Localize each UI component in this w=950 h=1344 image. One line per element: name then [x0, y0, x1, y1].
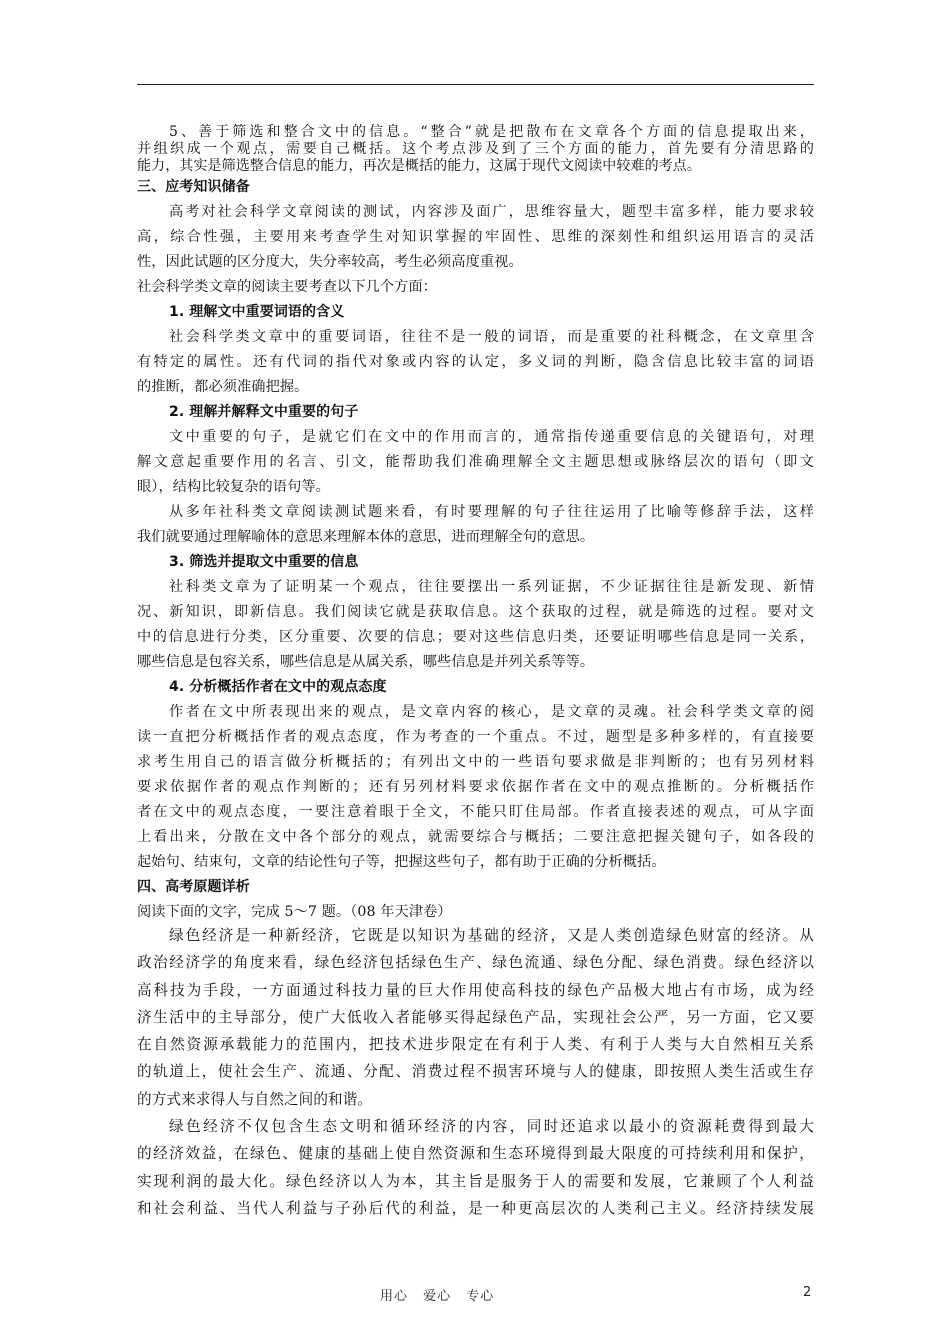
text-line: 从多年社科类文章阅读测试题来看，有时要理解的句子往往运用了比喻等修辞手法，这样 — [169, 504, 814, 520]
text-line: 能力，其实是筛选整合信息的能力，再次是概括的能力，这属于现代文阅读中较难的考点。 — [137, 158, 701, 174]
text-line: 和社会利益、当代人利益与子孙后代的利益，是一种更高层次的人类利己主义。经济持续发展 — [137, 1199, 814, 1217]
text-line: 实现利润的最大化。绿色经济以人为本，其主旨是服务于人的需要和发展，它兼顾了个人利益 — [137, 1172, 814, 1190]
text-line: 者在文中的观点态度，一要注意着眼于全文，不能只盯住局部。作者直接表述的观点，可从字面 — [137, 804, 814, 820]
text-line: 高科技为手段，一方面通过科技力量的巨大作用使高科技的绿色产品极大地占有市场，成为经 — [137, 981, 814, 999]
text-line: 绿色经济不仅包含生态文明和循环经济的内容，同时还追求以最小的资源耗费得到最大 — [169, 1118, 814, 1136]
text-line: 的轨道上，使社会生产、流通、分配、消费过程不损害环境与人的健康，即按照人类生活或生存 — [137, 1063, 814, 1081]
text-line: 作者在文中所表现出来的观点，是文章内容的核心，是文章的灵魂。社会科学类文章的阅 — [169, 704, 814, 720]
text-line: 读一直把分析概括作者的观点态度，作为考查的一个重点。不过，题型是多种多样的，有直接要 — [137, 729, 814, 745]
text-line: 起始句、结束句，文章的结论性句子等，把握这些句子，都有助于正确的分析概括。 — [137, 854, 666, 870]
text-line: 绿色经济是一种新经济，它既是以知识为基础的经济，又是人类创造绿色财富的经济。从 — [169, 927, 814, 944]
text-line: 要求依据作者的观点作判断的；还有另列材料要求依据作者在文中的观点推断的。分析概括作 — [137, 779, 814, 795]
text-line: 在自然资源承载能力的范围内，把技术进步限定在有利于人类、有利于人类与大自然相互关系 — [137, 1036, 814, 1054]
article-passage — [137, 922, 814, 1222]
text-line: 5、善于筛选和整合文中的信息。“整合”就是把散布在文章各个方面的信息提取出来， — [169, 124, 814, 140]
section-heading-4: 四、高考原题详析 — [137, 879, 250, 895]
text-line: 社科类文章为了证明某一个观点，往往要摆出一系列证据，不少证据往往是新发现、新情 — [169, 579, 814, 595]
text-line: 中的信息进行分类，区分重要、次要的信息；要对这些信息归类，还要证明哪些信息是同一关系， — [137, 629, 814, 645]
section-heading-3: 三、应考知识储备 — [137, 179, 250, 195]
text-line: 并组织成一个观点，需要自己概括。这个考点涉及到了三个方面的能力，首先要有分清思路的 — [137, 141, 814, 157]
text-line: 济生活中的主导部分，使广大低收入者能够买得起绿色产品，实现社会公严，另一方面，它又要 — [137, 1008, 814, 1026]
text-line: 的推断，都必须准确把握。 — [137, 379, 309, 395]
text-line: 高，综合性强，主要用来考查学生对知识掌握的牢固性、思维的深刻性和组织运用语言的灵活 — [137, 229, 814, 245]
text-line: 政治经济学的角度来看，绿色经济包括绿色生产、绿色流通、绿色分配、绿色消费。绿色经济以 — [137, 954, 814, 972]
text-line: 况、新知识，即新信息。我们阅读它就是获取信息。这个获取的过程，就是筛选的过程。要对文 — [137, 604, 814, 620]
text-line: 有特定的属性。还有代词的指代对象或内容的认定，多义词的判断，隐含信息比较丰富的词语 — [137, 354, 814, 370]
text-line: 哪些信息是包容关系，哪些信息是从属关系，哪些信息是并列关系等等。 — [137, 654, 595, 670]
point-2-title: 2. 理解并解释文中重要的句子 — [169, 404, 359, 420]
text-line: 社会科学类文章中的重要词语，往往不是一般的词语，而是重要的社科概念，在文章里含 — [169, 329, 814, 345]
point-4-title: 4. 分析概括作者在文中的观点态度 — [169, 679, 387, 695]
text-line: 眼），结构比较复杂的语句等。 — [137, 479, 330, 495]
reading-instruction: 阅读下面的文字，完成 5～7 题。（08 年天津卷） — [137, 904, 452, 920]
text-line: 我们就要通过理解喻体的意思来理解本体的意思，进而理解全句的意思。 — [137, 529, 595, 545]
aspects-intro: 社会科学类文章的阅读主要考查以下几个方面： — [137, 279, 438, 295]
text-line: 解文意起重要作用的名言、引文，能帮助我们准确理解全文主题思想或脉络层次的语句（即文 — [137, 454, 814, 470]
section-5-paragraph — [137, 124, 814, 175]
footer-motto: 用心 爱心 专心 — [380, 1289, 495, 1304]
main-body — [137, 175, 814, 925]
point-1-title: 1. 理解文中重要词语的含义 — [169, 304, 345, 320]
text-line: 文中重要的句子，是就它们在文中的作用而言的，通常指传递重要信息的关键语句，对理 — [169, 429, 814, 445]
text-line: 的方式来求得人与自然之间的和谐。 — [137, 1090, 373, 1108]
text-line: 上看出来，分散在文中各个部分的观点，就需要综合与概括；二要注意把握关键句子，如各段的 — [137, 829, 814, 845]
text-line: 的经济效益，在绿色、健康的基础上使自然资源和生态环境得到最大限度的可持续利用和保护， — [137, 1145, 814, 1163]
header-rule — [137, 84, 814, 85]
text-line: 高考对社会科学文章阅读的测试，内容涉及面广，思维容量大，题型丰富多样，能力要求较 — [169, 204, 814, 220]
page-number: 2 — [803, 1285, 812, 1300]
point-3-title: 3. 筛选并提取文中重要的信息 — [169, 554, 359, 570]
text-line: 性，因此试题的区分度大，失分率较高，考生必须高度重视。 — [137, 254, 523, 270]
text-line: 求考生用自己的语言做分析概括的；有列出文中的一些语句要求做是非判断的；也有另列材料 — [137, 754, 814, 770]
